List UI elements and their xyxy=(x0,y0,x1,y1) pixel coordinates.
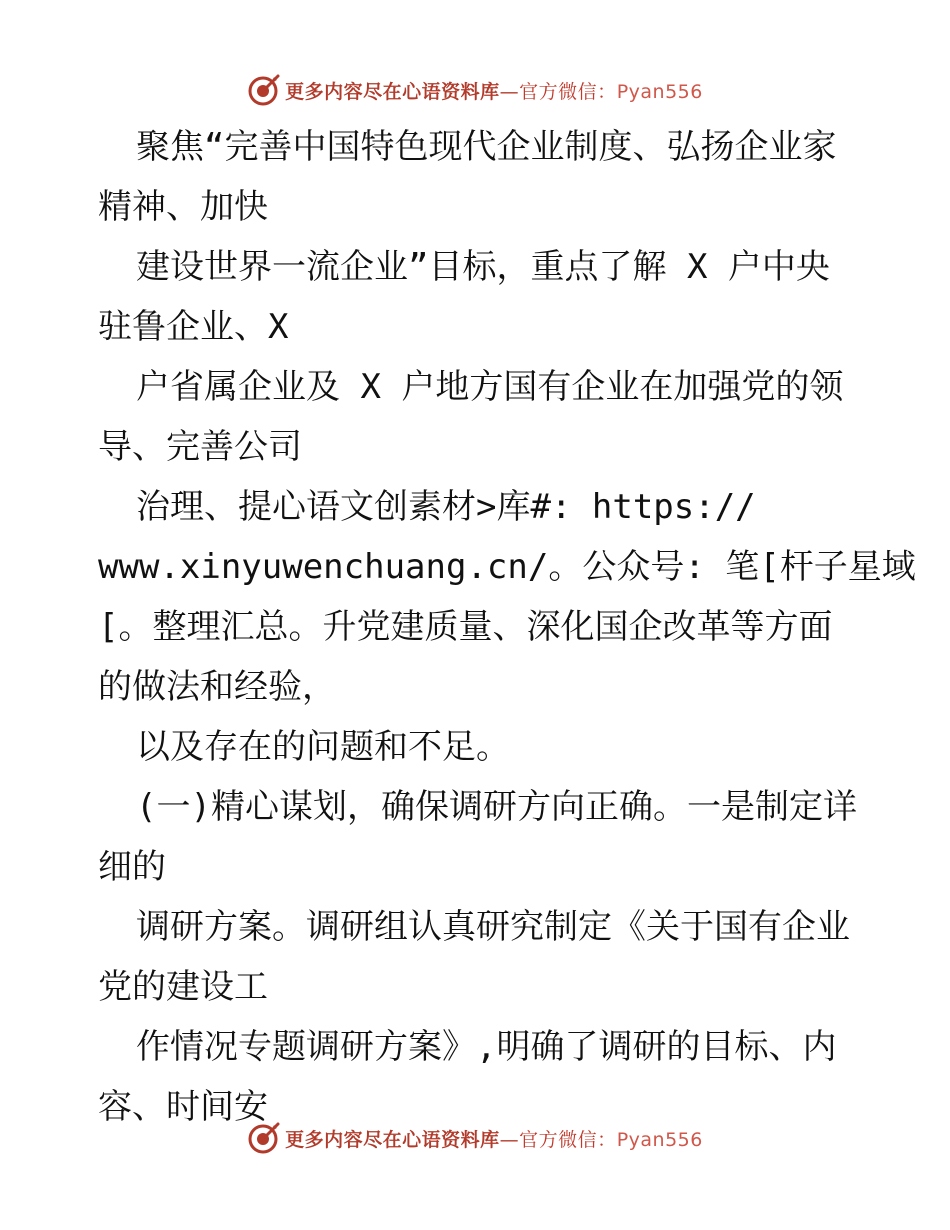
banner-separator: — xyxy=(499,80,520,103)
text-line: 驻鲁企业、X xyxy=(98,307,289,347)
footer-watermark-banner xyxy=(0,1118,950,1158)
text-line: 聚焦“完善中国特色现代企业制度、弘扬企业家 xyxy=(136,127,837,167)
brush-logo-icon xyxy=(247,73,281,107)
text-line: [。整理汇总。升党建质量、深化国企改革等方面 xyxy=(98,607,833,647)
text-line: 的做法和经验， xyxy=(98,667,336,707)
banner-main-text: 更多内容尽在心语资料库 xyxy=(285,1128,500,1151)
text-line: 以及存在的问题和不足。 xyxy=(136,727,510,767)
text-line: www.xinyuwenchuang.cn/。公众号: 笔[杆子星域 xyxy=(98,547,916,587)
brush-logo-icon xyxy=(247,1121,281,1155)
text-line: 建设世界一流企业”目标，重点了解 X 户中央 xyxy=(136,247,830,287)
banner-wechat-id: Pyan556 xyxy=(616,1128,703,1151)
banner-separator: — xyxy=(499,1128,520,1151)
banner-main-text: 更多内容尽在心语资料库 xyxy=(285,80,500,103)
text-line: (一)精心谋划，确保调研方向正确。一是制定详 xyxy=(136,787,857,827)
document-body xyxy=(98,117,916,1137)
text-line: 精神、加快 xyxy=(98,187,268,227)
text-line: 导、完善公司 xyxy=(98,427,302,467)
text-line: 作情况专题调研方案》,明确了调研的目标、内 xyxy=(136,1027,837,1067)
banner-wechat-label: 官方微信： xyxy=(519,1128,617,1151)
text-line: 党的建设工 xyxy=(98,967,268,1007)
text-line: 户省属企业及 X 户地方国有企业在加强党的领 xyxy=(136,367,844,407)
banner-wechat-label: 官方微信： xyxy=(519,80,617,103)
text-line: 容、时间安 xyxy=(98,1087,268,1127)
text-line: 调研方案。调研组认真研究制定《关于国有企业 xyxy=(136,907,850,947)
header-watermark-banner xyxy=(0,70,950,110)
text-line: 细的 xyxy=(98,847,166,887)
banner-wechat-id: Pyan556 xyxy=(616,80,703,103)
text-line: 治理、提心语文创素材>库#: https:// xyxy=(136,487,756,527)
